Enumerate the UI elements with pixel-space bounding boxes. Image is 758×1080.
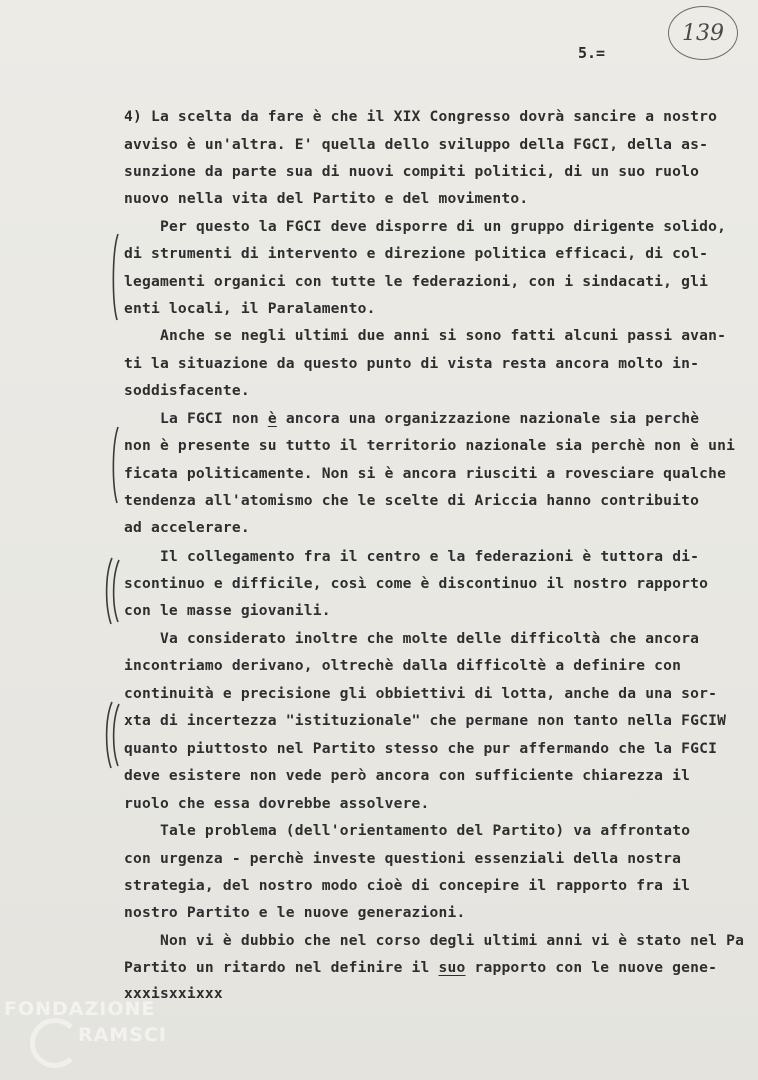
text-line: Anche se negli ultimi due anni si sono fatti alcuni passi avan-	[160, 327, 727, 344]
text-line: legamenti organici con tutte le federazioni, con i sindacati, gli	[124, 273, 709, 290]
underlined-word: è	[267, 410, 277, 427]
text-line: xta di incertezza "istituzionale" che permane non tanto nella FGCIW	[124, 712, 727, 729]
text-line: soddisfacente.	[124, 382, 250, 399]
text-line: Per questo la FGCI deve disporre di un gruppo dirigente solido,	[160, 218, 727, 235]
text-line: con urgenza - perchè investe questioni essenziali della nostra	[124, 850, 682, 867]
text-line	[124, 959, 717, 976]
underlined-word: suo	[438, 959, 466, 976]
fondazione-gramsci-watermark	[0, 996, 200, 1080]
margin-double-bracket-mark	[100, 556, 122, 626]
text-line: incontriamo derivano, oltrechè dalla difficoltè a definire con	[124, 657, 682, 674]
text-line: Il collegamento fra il centro e la federazioni è tuttora di-	[160, 548, 700, 565]
text-line: con le masse giovanili.	[124, 602, 331, 619]
archive-number: 139	[682, 20, 724, 46]
text-line: sunzione da parte sua di nuovi compiti politici, di un suo ruolo	[124, 163, 700, 180]
text-line: tendenza all'atomismo che le scelte di Ariccia hanno contribuito	[124, 492, 700, 509]
text-line: enti locali, il Paralamento.	[124, 300, 376, 317]
text-line: 4) La scelta da fare è che il XIX Congresso dovrà sancire a nostro	[124, 108, 718, 125]
watermark-top-text: FONDAZIONE	[4, 998, 156, 1020]
text-line: ficata politicamente. Non si è ancora riusciti a rovesciare qualche	[124, 465, 727, 482]
text-segment: La FGCI non	[160, 410, 268, 427]
text-line: continuità e precisione gli obbiettivi di lotta, anche da una sor-	[124, 685, 718, 702]
g-logo-icon	[30, 1018, 80, 1068]
page-number: 5.=	[578, 44, 606, 62]
text-line: avviso è un'altra. E' quella dello sviluppo della FGCI, della as-	[124, 136, 709, 153]
text-line: Non vi è dubbio che nel corso degli ultimi anni vi è stato nel Pa	[160, 932, 745, 949]
text-line: xxxisxxixxx	[124, 985, 223, 1002]
text-line: di strumenti di intervento e direzione politica efficaci, di col-	[124, 245, 709, 262]
text-line: scontinuo e difficile, così come è discontinuo il nostro rapporto	[124, 575, 709, 592]
text-line: non è presente su tutto il territorio nazionale sia perchè non è uni	[124, 437, 736, 454]
watermark-bottom-text: RAMSCI	[78, 1024, 167, 1046]
archive-stamp	[668, 6, 738, 60]
margin-bracket-mark	[108, 232, 122, 322]
text-line: ruolo che essa dovrebbe assolvere.	[124, 795, 430, 812]
margin-double-bracket-mark	[100, 700, 122, 770]
text-line: deve esistere non vede però ancora con sufficiente chiarezza il	[124, 767, 691, 784]
text-line: ad accelerare.	[124, 519, 250, 536]
text-line: strategia, del nostro modo cioè di concepire il rapporto fra il	[124, 877, 691, 894]
text-line: nostro Partito e le nuove generazioni.	[124, 904, 466, 921]
text-line	[160, 410, 699, 427]
margin-bracket-mark	[108, 425, 122, 505]
text-line: quanto piuttosto nel Partito stesso che pur affermando che la FGCI	[124, 740, 718, 757]
text-segment: ancora una organizzazione nazionale sia perchè	[276, 410, 700, 427]
text-line: Tale problema (dell'orientamento del Partito) va affrontato	[160, 822, 691, 839]
text-segment: rapporto con le nuove gene-	[465, 959, 718, 976]
text-line: nuovo nella vita del Partito e del movimento.	[124, 190, 529, 207]
text-line: Va considerato inoltre che molte delle difficoltà che ancora	[160, 630, 700, 647]
text-segment: Partito un ritardo nel definire il	[124, 959, 439, 976]
text-line: ti la situazione da questo punto di vista resta ancora molto in-	[124, 355, 700, 372]
